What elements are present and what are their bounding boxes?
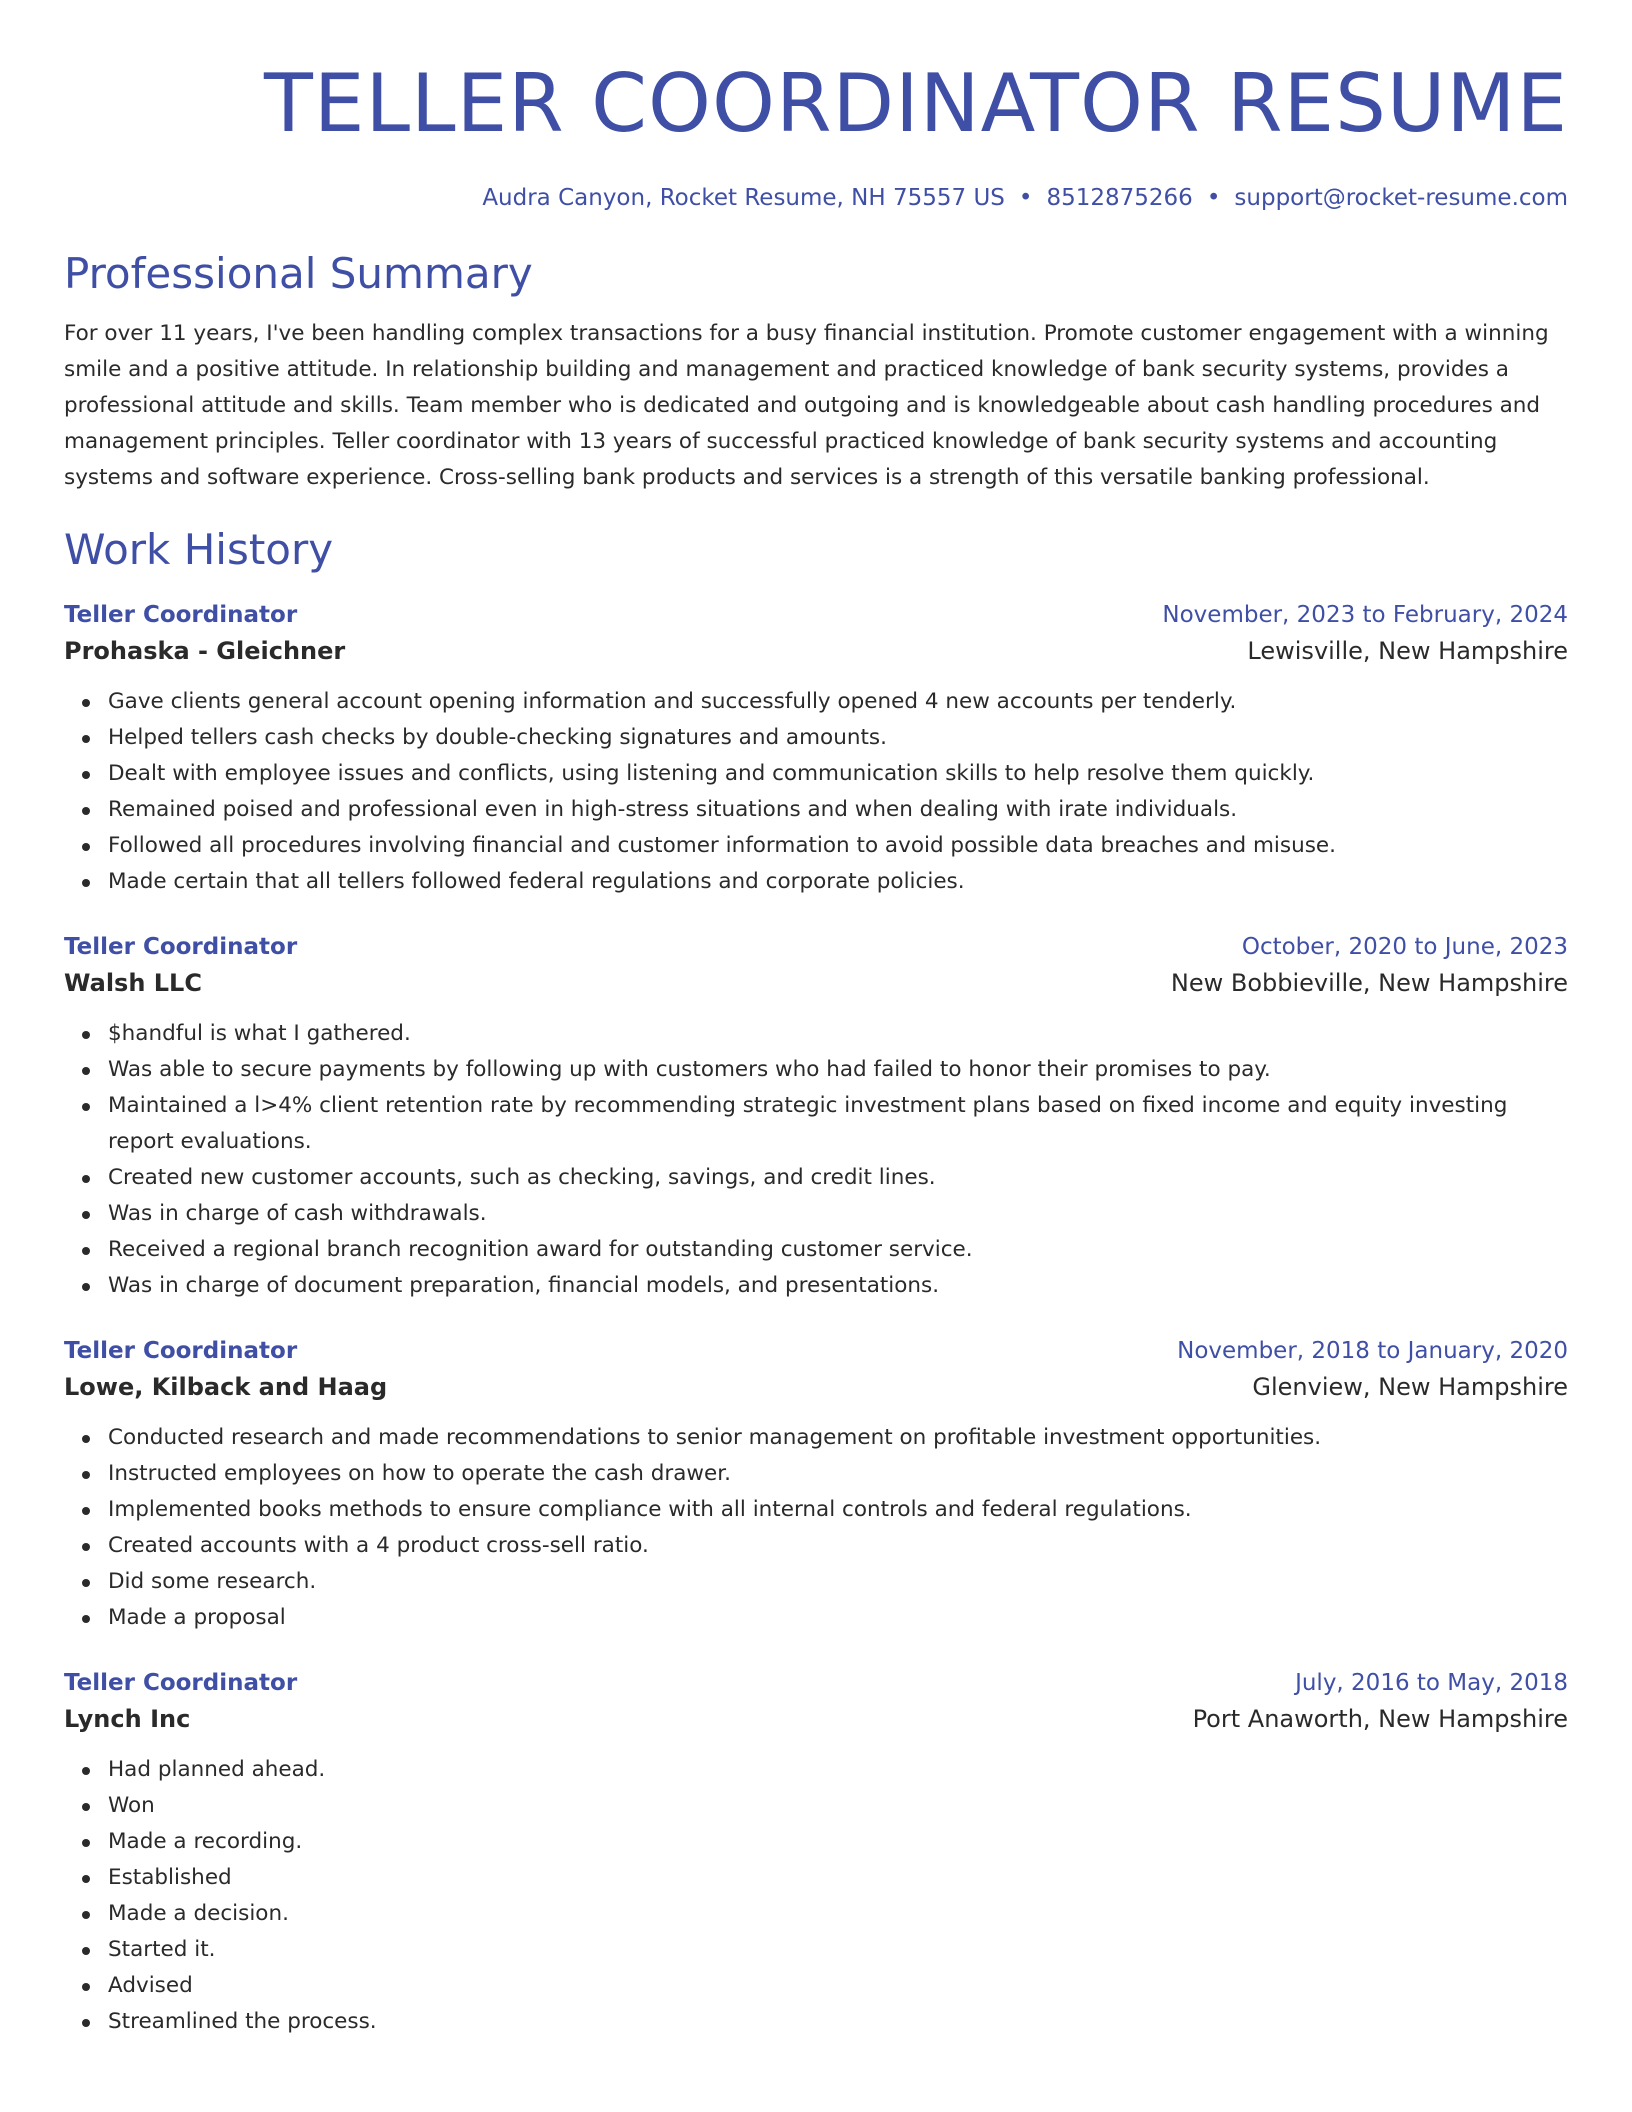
job-bullet: Made a decision. <box>108 1896 1568 1932</box>
job-bullet: Did some research. <box>108 1564 1568 1600</box>
job-company: Prohaska - Gleichner <box>64 637 346 665</box>
job-bullet: Made a recording. <box>108 1824 1568 1860</box>
contact-separator: • <box>1206 185 1221 211</box>
job-bullet: Received a regional branch recognition award for outstanding customer service. <box>108 1232 1568 1268</box>
job-bullet: $handful is what I gathered. <box>108 1016 1568 1052</box>
job-bullet: Conducted research and made recommendations to senior management on profitable investment opportunities. <box>108 1420 1568 1456</box>
contact-address: Audra Canyon, Rocket Resume, NH 75557 US <box>482 185 1005 211</box>
job-title: Teller Coordinator <box>64 934 298 960</box>
job-location: Lewisville, New Hampshire <box>1247 637 1568 665</box>
job-bullet: Established <box>108 1860 1568 1896</box>
job-bullet: Started it. <box>108 1932 1568 1968</box>
job-company: Walsh LLC <box>64 969 202 997</box>
job-title: Teller Coordinator <box>64 1338 298 1364</box>
contact-line <box>64 182 1568 214</box>
job-location: New Bobbieville, New Hampshire <box>1170 969 1568 997</box>
job-dates: October, 2020 to June, 2023 <box>1241 934 1568 960</box>
resume-title: TELLER COORDINATOR RESUME <box>264 57 1568 150</box>
job-bullet: Had planned ahead. <box>108 1752 1568 1788</box>
job-bullet: Implemented books methods to ensure compliance with all internal controls and federal regulations. <box>108 1492 1568 1528</box>
job-bullet: Was able to secure payments by following up with customers who had failed to honor their promises to pay. <box>108 1052 1568 1088</box>
job-bullet: Made a proposal <box>108 1600 1568 1636</box>
job-bullet: Streamlined the process. <box>108 2004 1568 2040</box>
contact-separator: • <box>1018 185 1033 211</box>
summary-text: For over 11 years, I've been handling complex transactions for a busy financial institution. Promote customer engagement with a winning smile and a positive attitude. In relationship building and management and practiced knowledge of bank security systems, provides a professional attitude and skills. Team member who is dedicated and outgoing and is knowledgeable about cash handling procedures and management principles. Teller coordinator with 13 years of successful practiced knowledge of bank security systems and accounting systems and software experience. Cross-selling bank products and services is a strength of this versatile banking professional. <box>64 321 1549 490</box>
job-bullet: Remained poised and professional even in high-stress situations and when dealing with irate individuals. <box>108 792 1568 828</box>
job-bullet: Was in charge of cash withdrawals. <box>108 1196 1568 1232</box>
job-bullets <box>64 1752 1568 2040</box>
job-title: Teller Coordinator <box>64 602 298 628</box>
job-entry <box>64 930 1568 1304</box>
job-location: Glenview, New Hampshire <box>1252 1373 1568 1401</box>
job-bullet: Advised <box>108 1968 1568 2004</box>
job-bullet: Won <box>108 1788 1568 1824</box>
contact-phone: 8512875266 <box>1046 185 1193 211</box>
job-bullets <box>64 1420 1568 1636</box>
job-bullet: Created accounts with a 4 product cross-sell ratio. <box>108 1528 1568 1564</box>
job-bullet: Dealt with employee issues and conflicts, using listening and communication skills to help resolve them quickly. <box>108 756 1568 792</box>
job-dates: July, 2016 to May, 2018 <box>1295 1670 1568 1696</box>
job-entry <box>64 1334 1568 1636</box>
summary-heading: Professional Summary <box>64 249 533 298</box>
job-dates: November, 2018 to January, 2020 <box>1177 1338 1568 1364</box>
job-bullet: Maintained a l>4% client retention rate by recommending strategic investment plans based on fixed income and equity investing report evaluations. <box>108 1088 1568 1160</box>
work-history-section <box>64 524 1568 2040</box>
job-title: Teller Coordinator <box>64 1670 298 1696</box>
job-bullet: Followed all procedures involving financial and customer information to avoid possible data breaches and misuse. <box>108 828 1568 864</box>
job-company: Lynch Inc <box>64 1705 191 1733</box>
work-history-heading: Work History <box>64 525 334 574</box>
job-bullet: Helped tellers cash checks by double-checking signatures and amounts. <box>108 720 1568 756</box>
summary-section <box>64 248 1568 496</box>
job-entry <box>64 598 1568 900</box>
job-bullet: Made certain that all tellers followed federal regulations and corporate policies. <box>108 864 1568 900</box>
job-bullets <box>64 1016 1568 1304</box>
job-bullet: Instructed employees on how to operate the cash drawer. <box>108 1456 1568 1492</box>
job-location: Port Anaworth, New Hampshire <box>1192 1705 1568 1733</box>
contact-email[interactable]: support@rocket-resume.com <box>1234 185 1568 211</box>
job-company: Lowe, Kilback and Haag <box>64 1373 388 1401</box>
job-bullet: Gave clients general account opening information and successfully opened 4 new accounts per tenderly. <box>108 684 1568 720</box>
job-bullets <box>64 684 1568 900</box>
job-bullet: Created new customer accounts, such as checking, savings, and credit lines. <box>108 1160 1568 1196</box>
job-dates: November, 2023 to February, 2024 <box>1162 602 1568 628</box>
job-bullet: Was in charge of document preparation, financial models, and presentations. <box>108 1268 1568 1304</box>
job-entry <box>64 1666 1568 2040</box>
